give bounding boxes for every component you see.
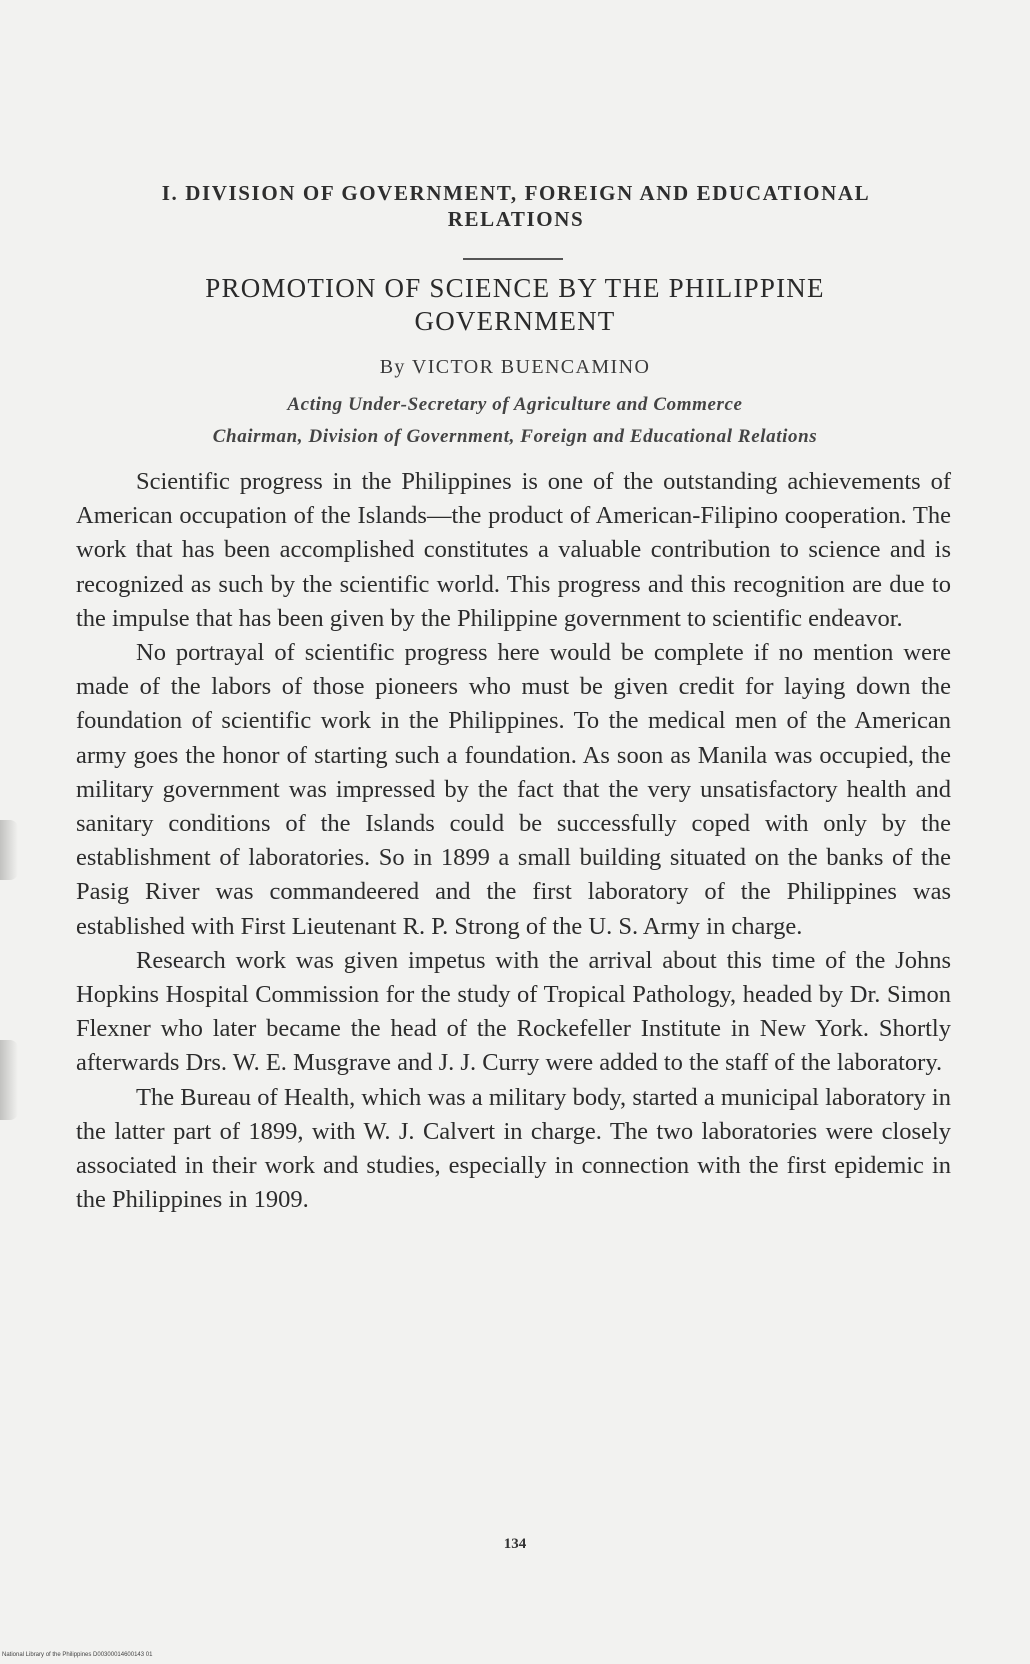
division-heading-line2: RELATIONS [447,207,585,231]
page-number: 134 [503,1536,527,1552]
body-paragraph: Research work was given impetus with the arrival about this time of the Johns Hopkins Hospital Commission for the study of Tropical Pathology, headed by Dr. Simon Flexner who later became the head of the Rockefeller Institute in New York. Shortly afterwards Drs. W. E. Musgrave and J. J. Curry were added to the staff of the laboratory. [76,946,951,1077]
article-title [120,272,910,338]
footer-credit: National Library of the Philippines D00300014600143 01 [2,1652,153,1658]
body-paragraph: No portrayal of scientific progress here would be complete if no mention were made of the labors of those pioneers who must be given credit for laying down the foundation of scientific work in the Philippines. To the medical men of the American army goes the honor of starting such a foundation. As soon as Manila was occupied, the military government was impressed by the fact that the very unsatisfactory health and sanitary conditions of the Islands could be successfully coped with only by the establishment of laboratories. So in 1899 a small building situated on the banks of the Pasig River was commandeered and the first laboratory of the Philippines was established with First Lieutenant R. P. Strong of the U. S. Army in charge. [76,639,951,940]
division-heading-line1: I. DIVISION OF GOVERNMENT, FOREIGN AND EDUCATIONAL [161,181,871,205]
article-title-line1: PROMOTION OF SCIENCE BY THE PHILIPPINE [205,273,825,303]
article-title-line2: GOVERNMENT [414,306,616,336]
division-heading [66,180,966,232]
author-affiliation-line1: Acting Under-Secretary of Agriculture and Commerce [287,394,743,415]
body-paragraph: The Bureau of Health, which was a military body, started a municipal laboratory in the latter part of 1899, with W. J. Calvert in charge. The two laboratories were closely associated in their work and studies, especially in connection with the first epidemic in the Philippines in 1909. [76,1083,951,1214]
body-paragraph: Scientific progress in the Philippines is one of the outstanding achievements of American occupation of the Islands—the product of American-Filipino cooperation. The work that has been accomplished constitutes a valuable contribution to science and is recognized as such by the scientific world. This progress and this recognition are due to the impulse that has been given by the Philippine government to scientific endeavor. [76,468,951,632]
author-affiliation-line2: Chairman, Division of Government, Foreign and Educational Relations [212,426,818,447]
author-byline: By VICTOR BUENCAMINO [379,356,651,378]
article-body [76,465,951,1217]
heading-divider [463,258,563,260]
scan-edge-shadow [0,820,18,880]
scan-edge-shadow [0,1040,18,1120]
